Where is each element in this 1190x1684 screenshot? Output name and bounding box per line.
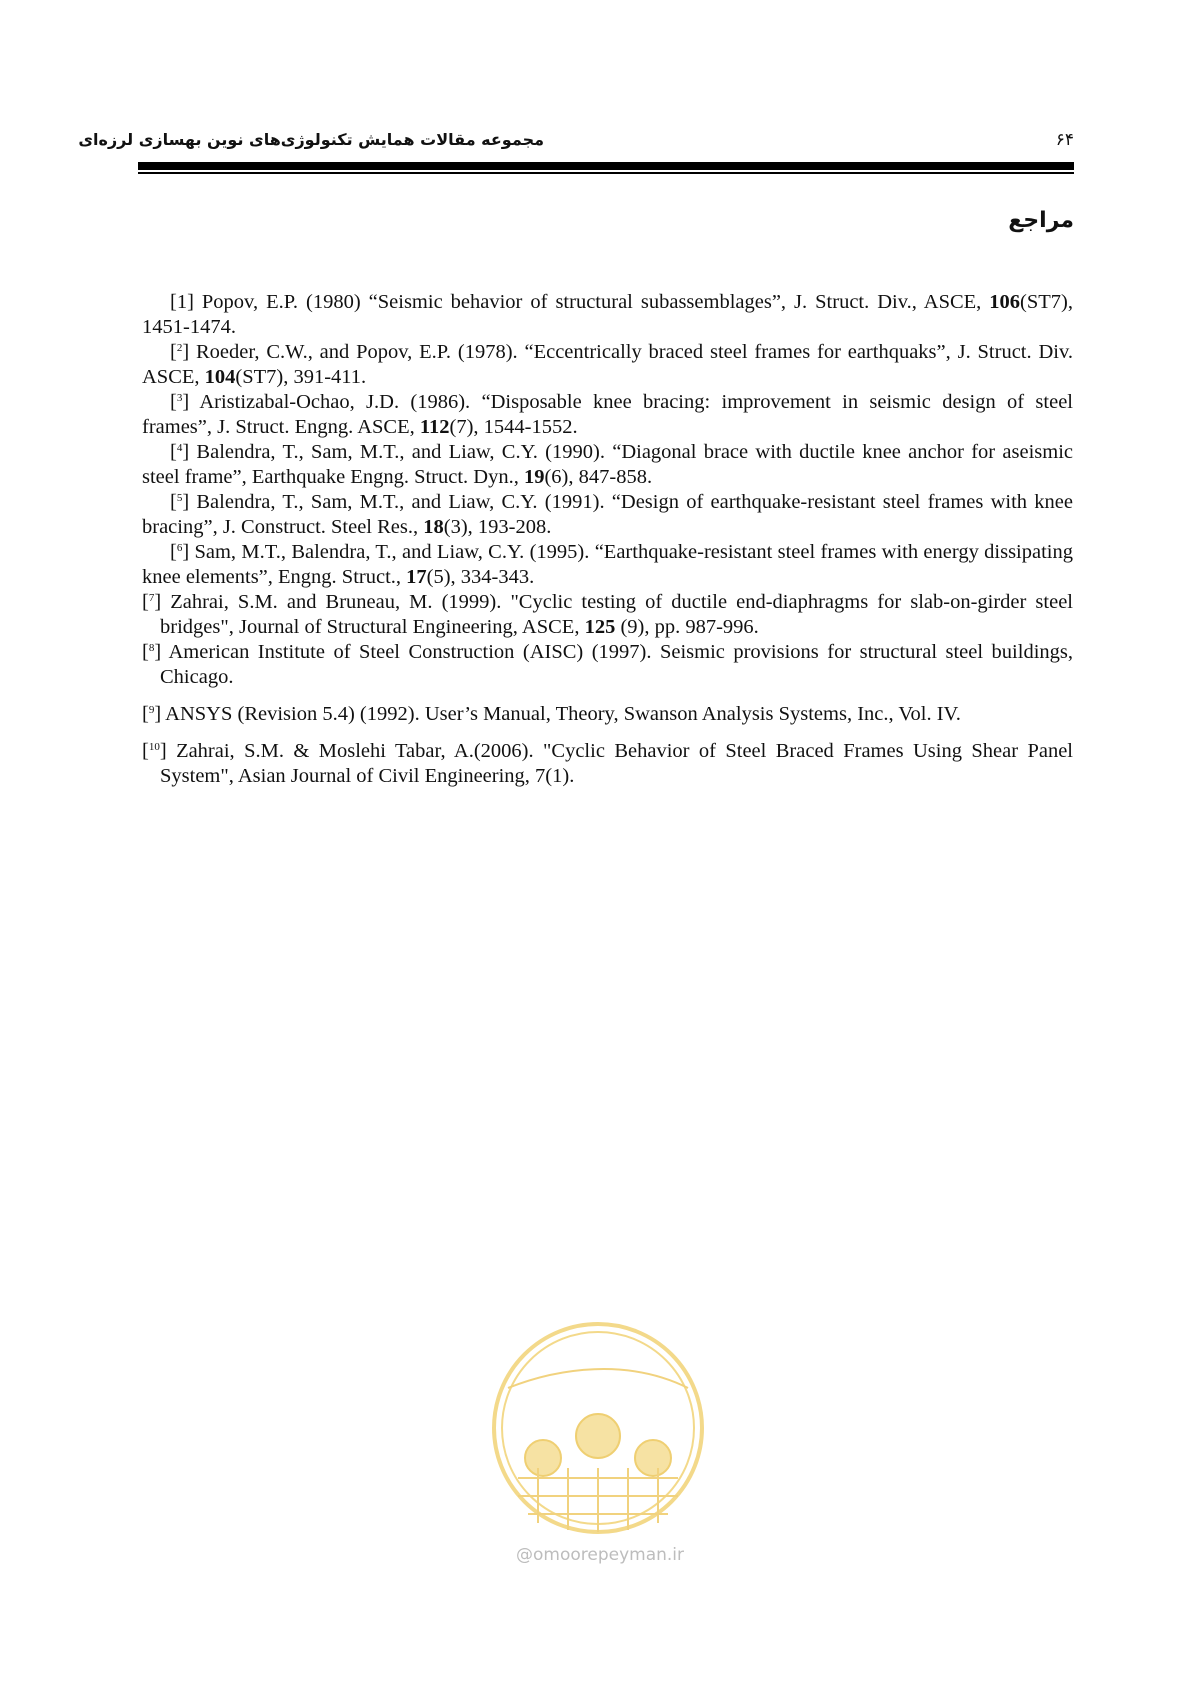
reference-number: 9 [148, 704, 155, 716]
page-number: ۶۴ [1055, 130, 1074, 150]
reference-number: 7 [148, 592, 155, 604]
section-title: مراجع [1008, 208, 1074, 233]
reference-item: [$^8$] American Institute of Steel Construction (AISC) (1997). Seismic provisions for structural steel buildings, Chicago. [142, 641, 1073, 688]
header-rule-thin [138, 172, 1074, 174]
reference-number: 3 [176, 392, 183, 404]
reference-number: 2 [176, 342, 183, 354]
volume-number: 19 [523, 466, 545, 488]
journal-title: مجموعه مقالات همایش تکنولوژی‌های نوین بهسازی لرزه‌ای [78, 130, 544, 149]
reference-item: [$^3$] Aristizabal-Ochao, J.D. (1986). “Disposable knee bracing: improvement in seismic design of steel frames”, J. Struct. Engng. ASCE, 112(7), 1544-1552. [142, 391, 1073, 438]
reference-item: [$^9$] ANSYS (Revision 5.4) (1992). User’s Manual, Theory, Swanson Analysis Systems, Inc., Vol. IV. [142, 703, 961, 725]
watermark-logo [488, 1318, 708, 1538]
volume-number: 18 [423, 516, 444, 538]
volume-number: 112 [419, 416, 450, 438]
volume-number: 17 [406, 566, 427, 588]
reference-item: [1] Popov, E.P. (1980) “Seismic behavior of structural subassemblages”, J. Struct. Div., ASCE, 106(ST7), 1451-1474. [142, 291, 1073, 338]
reference-number: 8 [148, 642, 155, 654]
volume-number: 104 [204, 366, 236, 388]
reference-item: [$^{10}$] Zahrai, S.M. & Moslehi Tabar, A.(2006). "Cyclic Behavior of Steel Braced Frames Using Shear Panel System", Asian Journal of Civil Engineering, 7(1). [142, 740, 1073, 787]
reference-number: 6 [176, 542, 183, 554]
reference-item: [$^5$] Balendra, T., Sam, M.T., and Liaw, C.Y. (1991). “Design of earthquake-resistant steel frames with knee bracing”, J. Construct. Steel Res., 18(3), 193-208. [142, 491, 1073, 538]
reference-number: 4 [176, 442, 183, 454]
references-list [142, 290, 1073, 789]
reference-number: 5 [176, 492, 183, 504]
running-header [78, 128, 1074, 158]
volume-number: 125 [584, 616, 616, 638]
header-rule-thick [138, 162, 1074, 170]
reference-item: [$^7$] Zahrai, S.M. and Bruneau, M. (1999). "Cyclic testing of ductile end-diaphragms for slab-on-girder steel bridges", Journal of Structural Engineering, ASCE, 125 (9), pp. 987-996. [142, 591, 1073, 638]
reference-item: [$^6$] Sam, M.T., Balendra, T., and Liaw, C.Y. (1995). “Earthquake-resistant steel frames with energy dissipating knee elements”, Engng. Struct., 17(5), 334-343. [142, 541, 1073, 588]
reference-number: 10 [148, 741, 160, 753]
reference-item: [$^4$] Balendra, T., Sam, M.T., and Liaw, C.Y. (1990). “Diagonal brace with ductile knee anchor for aseismic steel frame”, Earthquake Engng. Struct. Dyn., 19(6), 847-858. [142, 441, 1073, 488]
volume-number: 106 [989, 291, 1021, 313]
watermark-url: @omoorepeyman.ir [515, 1545, 685, 1565]
reference-item: [$^2$] Roeder, C.W., and Popov, E.P. (1978). “Eccentrically braced steel frames for earthquaks”, J. Struct. Div. ASCE, 104(ST7), 391-411. [142, 341, 1073, 388]
reference-number: 1 [176, 291, 188, 313]
